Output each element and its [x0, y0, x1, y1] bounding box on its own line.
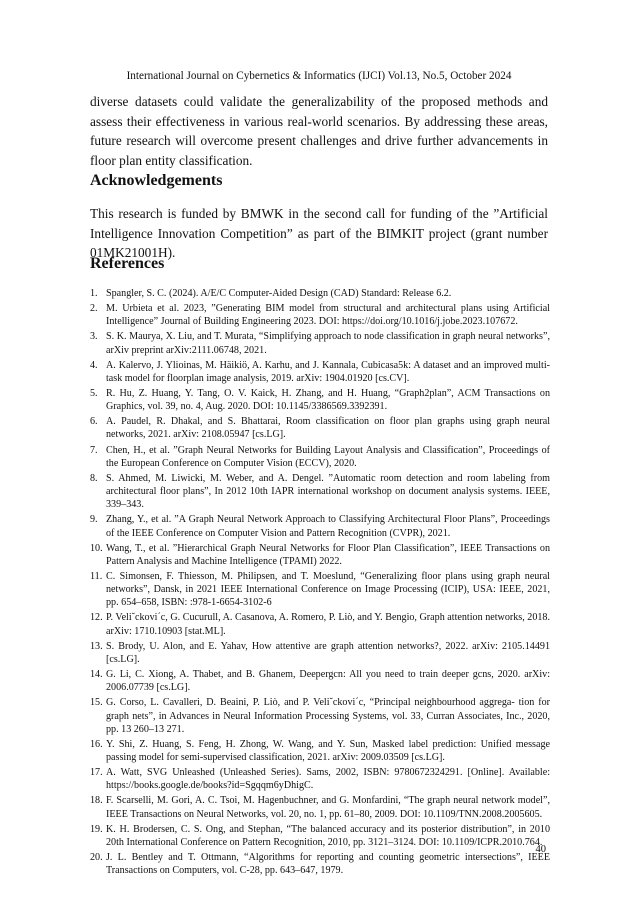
- reference-text: C. Simonsen, F. Thiesson, M. Philipsen, and T. Moeslund, “Generalizing floor plans using graph neural networks”, Dansk, in 2021 IEEE International Conference on Image Processing (ICIP), USA: IEEE, 2021, pp. 654–658, ISBN: :978-1-6654-3102-6: [106, 570, 550, 609]
- reference-text: Wang, T., et al. ”Hierarchical Graph Neural Networks for Floor Plan Classification”, IEEE Transactions on Pattern Analysis and Machine Intelligence (TPAMI) 2022.: [106, 542, 550, 567]
- reference-number: 15.: [90, 697, 103, 709]
- reference-text: A. Kalervo, J. Ylioinas, M. Häikiö, A. Karhu, and J. Kannala, Cubicasa5k: A dataset and an improved multi-task model for floorplan image analysis, 2019. arXiv: 1904.01920 [cs.CV].: [106, 359, 550, 384]
- reference-text: S. Ahmed, M. Liwicki, M. Weber, and A. Dengel. ”Automatic room detection and room labeling from architectural floor plans”, In 2012 10th IAPR international workshop on document analysis systems. IEEE, 339–343.: [106, 472, 550, 511]
- reference-number: 18.: [90, 795, 103, 807]
- reference-number: 8.: [90, 472, 98, 484]
- reference-text: M. Urbieta et al. 2023, ”Generating BIM model from structural and architectural plans using Artificial Intelligence” Journal of Building Engineering 2023. DOI: https://doi.org/10.1016/j.jobe.2023.107672.: [106, 303, 550, 328]
- reference-item: [90, 640, 550, 666]
- conclusion-paragraph: diverse datasets could validate the generalizability of the proposed methods and assess their effectiveness in various real-world scenarios. By addressing these areas, future research will overcome present challenges and drive further advancements in floor plan entity classification.: [90, 94, 548, 168]
- reference-item: [90, 444, 550, 470]
- reference-text: G. Corso, L. Cavalleri, D. Beaini, P. Liò, and P. Veli˘ckovi´c, “Principal neighbourhood aggrega- tion for graph nets”, in Advances in Neural Information Processing Systems, vol. 33, Curran Associates, Inc., 2020, pp. 13 260–13 271.: [106, 697, 550, 735]
- reference-item: [90, 472, 550, 512]
- reference-item: [90, 570, 550, 610]
- reference-text: P. Veli˘ckovi´c, G. Cucurull, A. Casanova, A. Romero, P. Liò, and Y. Bengio, Graph attention networks, 2018. arXiv: 1710.10903 [stat.ML].: [106, 612, 550, 637]
- reference-item: [90, 696, 550, 736]
- reference-item: [90, 287, 550, 300]
- reference-text: S. K. Maurya, X. Liu, and T. Murata, “Simplifying approach to node classification in graph neural networks”, arXiv preprint arXiv:2111.06748, 2021.: [106, 331, 550, 356]
- reference-item: [90, 611, 550, 637]
- reference-number: 20.: [90, 852, 103, 864]
- reference-number: 14.: [90, 669, 103, 681]
- reference-item: [90, 513, 550, 539]
- reference-text: R. Hu, Z. Huang, Y. Tang, O. V. Kaick, H. Zhang, and H. Huang, “Graph2plan”, ACM Transactions on Graphics, vol. 39, no. 4, Aug. 2020. DOI: 10.1145/3386569.3392391.: [106, 387, 550, 413]
- reference-text: J. L. Bentley and T. Ottmann, “Algorithms for reporting and counting geometric intersections”, IEEE Transactions on Computers, vol. C-28, pp. 643–647, 1979.: [106, 852, 550, 877]
- reference-number: 13.: [90, 640, 103, 652]
- reference-item: [90, 794, 550, 820]
- reference-number: 16.: [90, 738, 103, 750]
- reference-number: 1.: [90, 288, 98, 299]
- reference-text: Y. Shi, Z. Huang, S. Feng, H. Zhong, W. Wang, and Y. Sun, Masked label prediction: Unified message passing model for semi-supervised classification, 2021. arXiv: 2009.03509 [cs.LG].: [106, 738, 550, 764]
- reference-list: [90, 287, 550, 879]
- running-header: International Journal on Cybernetics & Informatics (IJCI) Vol.13, No.5, October 2024: [126, 70, 512, 82]
- reference-number: 5.: [90, 387, 98, 399]
- acknowledgements-text: This research is funded by BMWK in the second call for funding of the ”Artificial Intelligence Innovation Competition” as part of the BIMKIT project (grant number 01MK21001H).: [90, 206, 548, 260]
- reference-text: F. Scarselli, M. Gori, A. C. Tsoi, M. Hagenbuchner, and G. Monfardini, “The graph neural network model”, IEEE Transactions on Neural Networks, vol. 20, no. 1, pp. 61–80, 2009. DOI: 10.1109/TNN.2008.2005605.: [106, 795, 550, 820]
- reference-item: [90, 415, 550, 441]
- references-heading: References: [90, 255, 165, 272]
- reference-number: 6.: [90, 416, 98, 428]
- reference-item: [90, 359, 550, 385]
- reference-number: 2.: [90, 303, 98, 315]
- reference-number: 7.: [90, 444, 98, 456]
- reference-item: [90, 542, 550, 568]
- reference-item: [90, 668, 550, 694]
- reference-number: 10.: [90, 542, 103, 554]
- reference-text: S. Brody, U. Alon, and E. Yahav, How attentive are graph attention networks?, 2022. arXiv: 2105.14491 [cs.LG].: [106, 640, 550, 665]
- reference-item: [90, 330, 550, 356]
- reference-number: 17.: [90, 767, 103, 779]
- reference-number: 3.: [90, 331, 98, 343]
- reference-item: [90, 851, 550, 877]
- reference-item: [90, 766, 550, 792]
- reference-item: [90, 823, 550, 849]
- reference-item: [90, 738, 550, 764]
- reference-text: Zhang, Y., et al. ”A Graph Neural Network Approach to Classifying Architectural Floor Plans”, Proceedings of the IEEE Conference on Computer Vision and Pattern Recognition (CVPR), 2021.: [106, 514, 550, 539]
- reference-text: K. H. Brodersen, C. S. Ong, and Stephan, “The balanced accuracy and its posterior distribution”, in 2010 20th International Conference on Pattern Recognition, 2010, pp. 3121–3124. DOI: 10.1109/ICPR.2010.764.: [106, 823, 550, 848]
- reference-number: 9.: [90, 514, 98, 526]
- reference-item: [90, 302, 550, 328]
- reference-number: 4.: [90, 359, 98, 371]
- reference-text: Spangler, S. C. (2024). A/E/C Computer-Aided Design (CAD) Standard: Release 6.2.: [106, 288, 452, 299]
- reference-number: 19.: [90, 823, 103, 835]
- reference-number: 12.: [90, 612, 103, 624]
- page-number: 40: [535, 844, 546, 855]
- reference-number: 11.: [90, 570, 103, 582]
- reference-text: A. Watt, SVG Unleashed (Unleashed Series). Sams, 2002, ISBN: 9780672324291. [Online]. Available: https://books.google.de/books?id=Sgqqm6yDhigC.: [106, 767, 550, 792]
- reference-text: G. Li, C. Xiong, A. Thabet, and B. Ghanem, Deepergcn: All you need to train deeper gcns, 2020. arXiv: 2006.07739 [cs.LG].: [106, 669, 550, 694]
- acknowledgements-heading: Acknowledgements: [90, 172, 223, 189]
- reference-text: A. Paudel, R. Dhakal, and S. Bhattarai, Room classification on floor plan graphs using graph neural networks, 2021. arXiv: 2108.05947 [cs.LG].: [106, 416, 550, 441]
- reference-text: Chen, H., et al. ”Graph Neural Networks for Building Layout Analysis and Classification”, Proceedings of the European Conference on Computer Vision (ECCV), 2020.: [106, 444, 550, 469]
- reference-item: [90, 387, 550, 413]
